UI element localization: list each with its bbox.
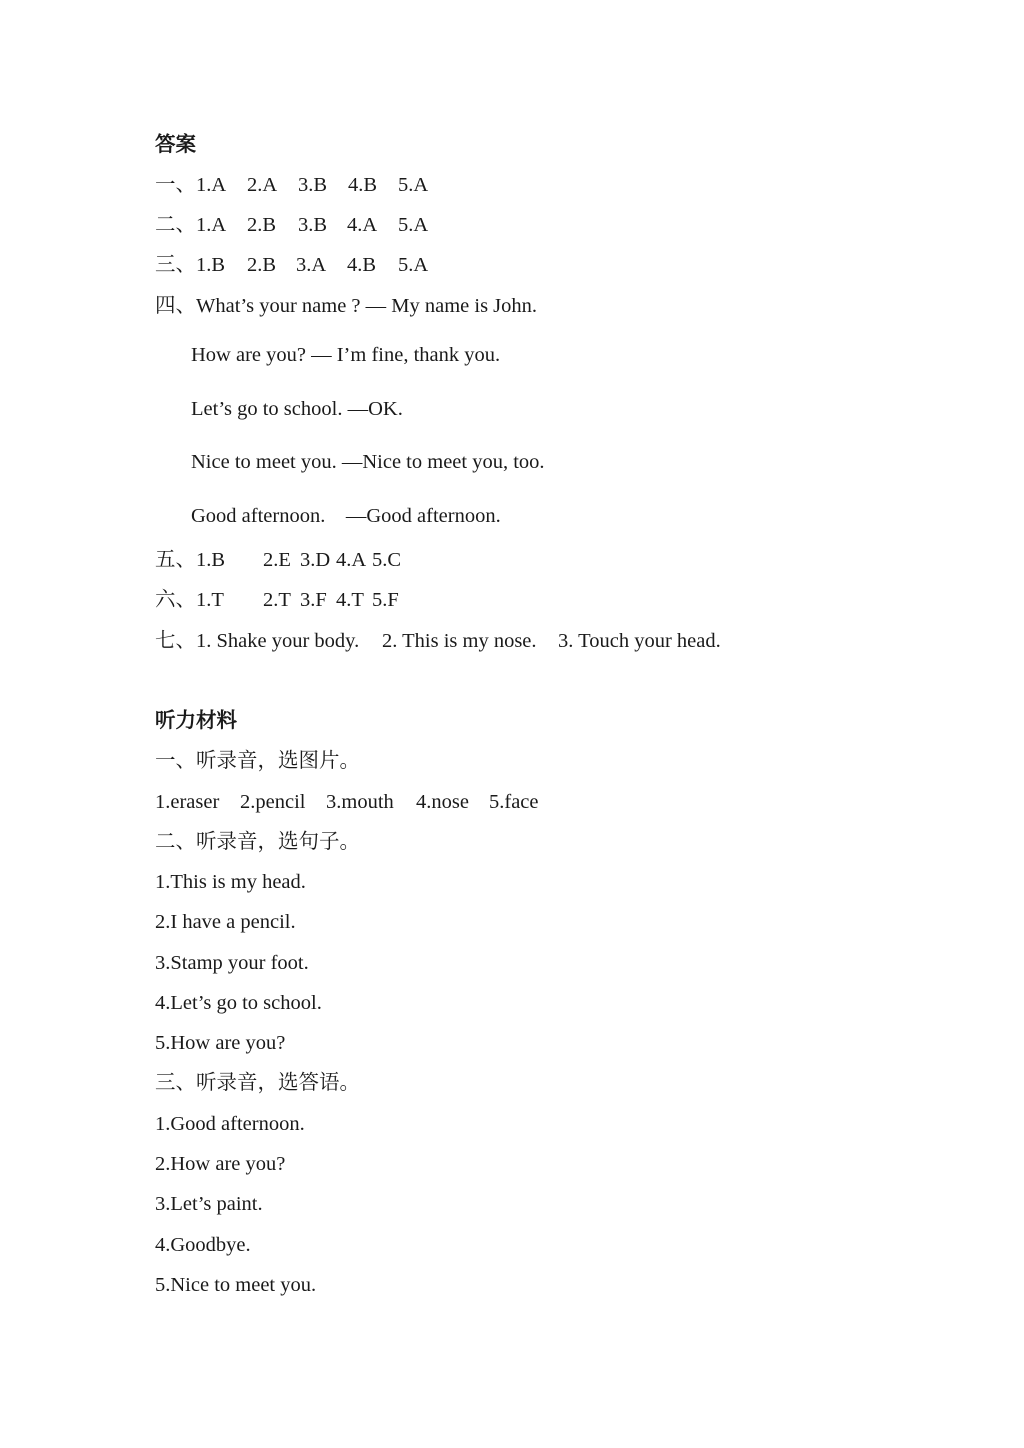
answer-item: 3.F	[300, 589, 327, 611]
listening-section-title: 一、听录音，选图片。	[155, 750, 360, 772]
answer-row-7	[0, 629, 1024, 653]
answer-item: 5.A	[398, 254, 429, 276]
answer-row-label: 七、	[155, 630, 196, 652]
listening-section-title: 三、听录音，选答语。	[155, 1072, 360, 1094]
listening-heading-line	[0, 709, 1024, 733]
answer-row-6	[0, 588, 1024, 612]
answer-item: 2.T	[263, 589, 291, 611]
listening-item: 4.Goodbye.	[155, 1234, 251, 1256]
dialogue-line-row	[0, 504, 1024, 528]
answer-row-5	[0, 548, 1024, 572]
listening-item-line	[0, 870, 1024, 894]
listening-word-list	[0, 790, 1024, 814]
listening-section-title-line	[0, 830, 1024, 854]
answer-item: 1.A	[196, 214, 227, 236]
listening-heading: 听力材料	[155, 710, 237, 732]
answer-item: 5.C	[372, 549, 402, 571]
listening-section-title: 二、听录音，选句子。	[155, 831, 360, 853]
answer-row-label: 二、	[155, 214, 196, 236]
answer-row-1	[0, 173, 1024, 197]
listening-item: 1.eraser	[155, 791, 220, 813]
listening-item-line	[0, 1233, 1024, 1257]
answer-item: 3.B	[298, 214, 328, 236]
answer-item: 2.B	[247, 254, 277, 276]
answer-row-label: 四、	[155, 295, 196, 317]
answer-item: 1. Shake your body.	[196, 630, 360, 652]
answer-item: 3.D	[300, 549, 331, 571]
answer-item: 4.A	[336, 549, 367, 571]
listening-item: 2.pencil	[240, 791, 306, 813]
dialogue-line: Let’s go to school. —OK.	[191, 398, 403, 420]
answer-item: 4.B	[348, 174, 378, 196]
answer-item: 2.E	[263, 549, 291, 571]
listening-item-line	[0, 910, 1024, 934]
answer-item: 4.B	[347, 254, 377, 276]
listening-item: 2.How are you?	[155, 1153, 286, 1175]
answer-item: 3. Touch your head.	[558, 630, 721, 652]
listening-section-title-line	[0, 749, 1024, 773]
listening-item-line	[0, 951, 1024, 975]
answer-row-label: 一、	[155, 174, 196, 196]
listening-item: 1.This is my head.	[155, 871, 306, 893]
listening-item: 3.Stamp your foot.	[155, 952, 309, 974]
listening-item-line	[0, 1031, 1024, 1055]
dialogue-line: Nice to meet you. —Nice to meet you, too.	[191, 451, 545, 473]
answer-item: 2. This is my nose.	[382, 630, 537, 652]
answers-heading: 答案	[155, 134, 196, 156]
answer-row-label: 六、	[155, 589, 196, 611]
answer-row-4	[0, 294, 1024, 318]
listening-item-line	[0, 1152, 1024, 1176]
listening-item: 3.mouth	[326, 791, 394, 813]
answer-item: 4.T	[336, 589, 364, 611]
answer-item: 2.A	[247, 174, 278, 196]
listening-item-line	[0, 1273, 1024, 1297]
listening-item: 5.face	[489, 791, 539, 813]
dialogue-line: How are you? — I’m fine, thank you.	[191, 344, 501, 366]
answer-item: 1.B	[196, 549, 226, 571]
answer-item: 1.T	[196, 589, 224, 611]
answer-row-label: 三、	[155, 254, 196, 276]
answer-item: 5.A	[398, 214, 429, 236]
answer-item: 3.A	[296, 254, 327, 276]
listening-item: 2.I have a pencil.	[155, 911, 296, 933]
answer-row-label: 五、	[155, 549, 196, 571]
dialogue-line-row	[0, 397, 1024, 421]
listening-item: 5.Nice to meet you.	[155, 1274, 317, 1296]
listening-item-line	[0, 991, 1024, 1015]
answer-item: 5.F	[372, 589, 399, 611]
listening-item: 4.Let’s go to school.	[155, 992, 322, 1014]
answer-item: 1.A	[196, 174, 227, 196]
listening-item-line	[0, 1192, 1024, 1216]
dialogue-line: Good afternoon. —Good afternoon.	[191, 505, 501, 527]
dialogue-line-row	[0, 343, 1024, 367]
listening-item: 1.Good afternoon.	[155, 1113, 305, 1135]
answer-item: 1.B	[196, 254, 226, 276]
answer-item: 2.B	[247, 214, 277, 236]
answer-row-2	[0, 213, 1024, 237]
listening-item: 5.How are you?	[155, 1032, 286, 1054]
answers-heading-line	[0, 133, 1024, 157]
dialogue-line: What’s your name ? — My name is John.	[196, 295, 538, 317]
listening-item: 3.Let’s paint.	[155, 1193, 263, 1215]
answer-item: 5.A	[398, 174, 429, 196]
listening-item-line	[0, 1112, 1024, 1136]
answer-item: 3.B	[298, 174, 328, 196]
listening-item: 4.nose	[416, 791, 469, 813]
listening-section-title-line	[0, 1071, 1024, 1095]
answer-item: 4.A	[347, 214, 378, 236]
answer-row-3	[0, 253, 1024, 277]
dialogue-line-row	[0, 450, 1024, 474]
